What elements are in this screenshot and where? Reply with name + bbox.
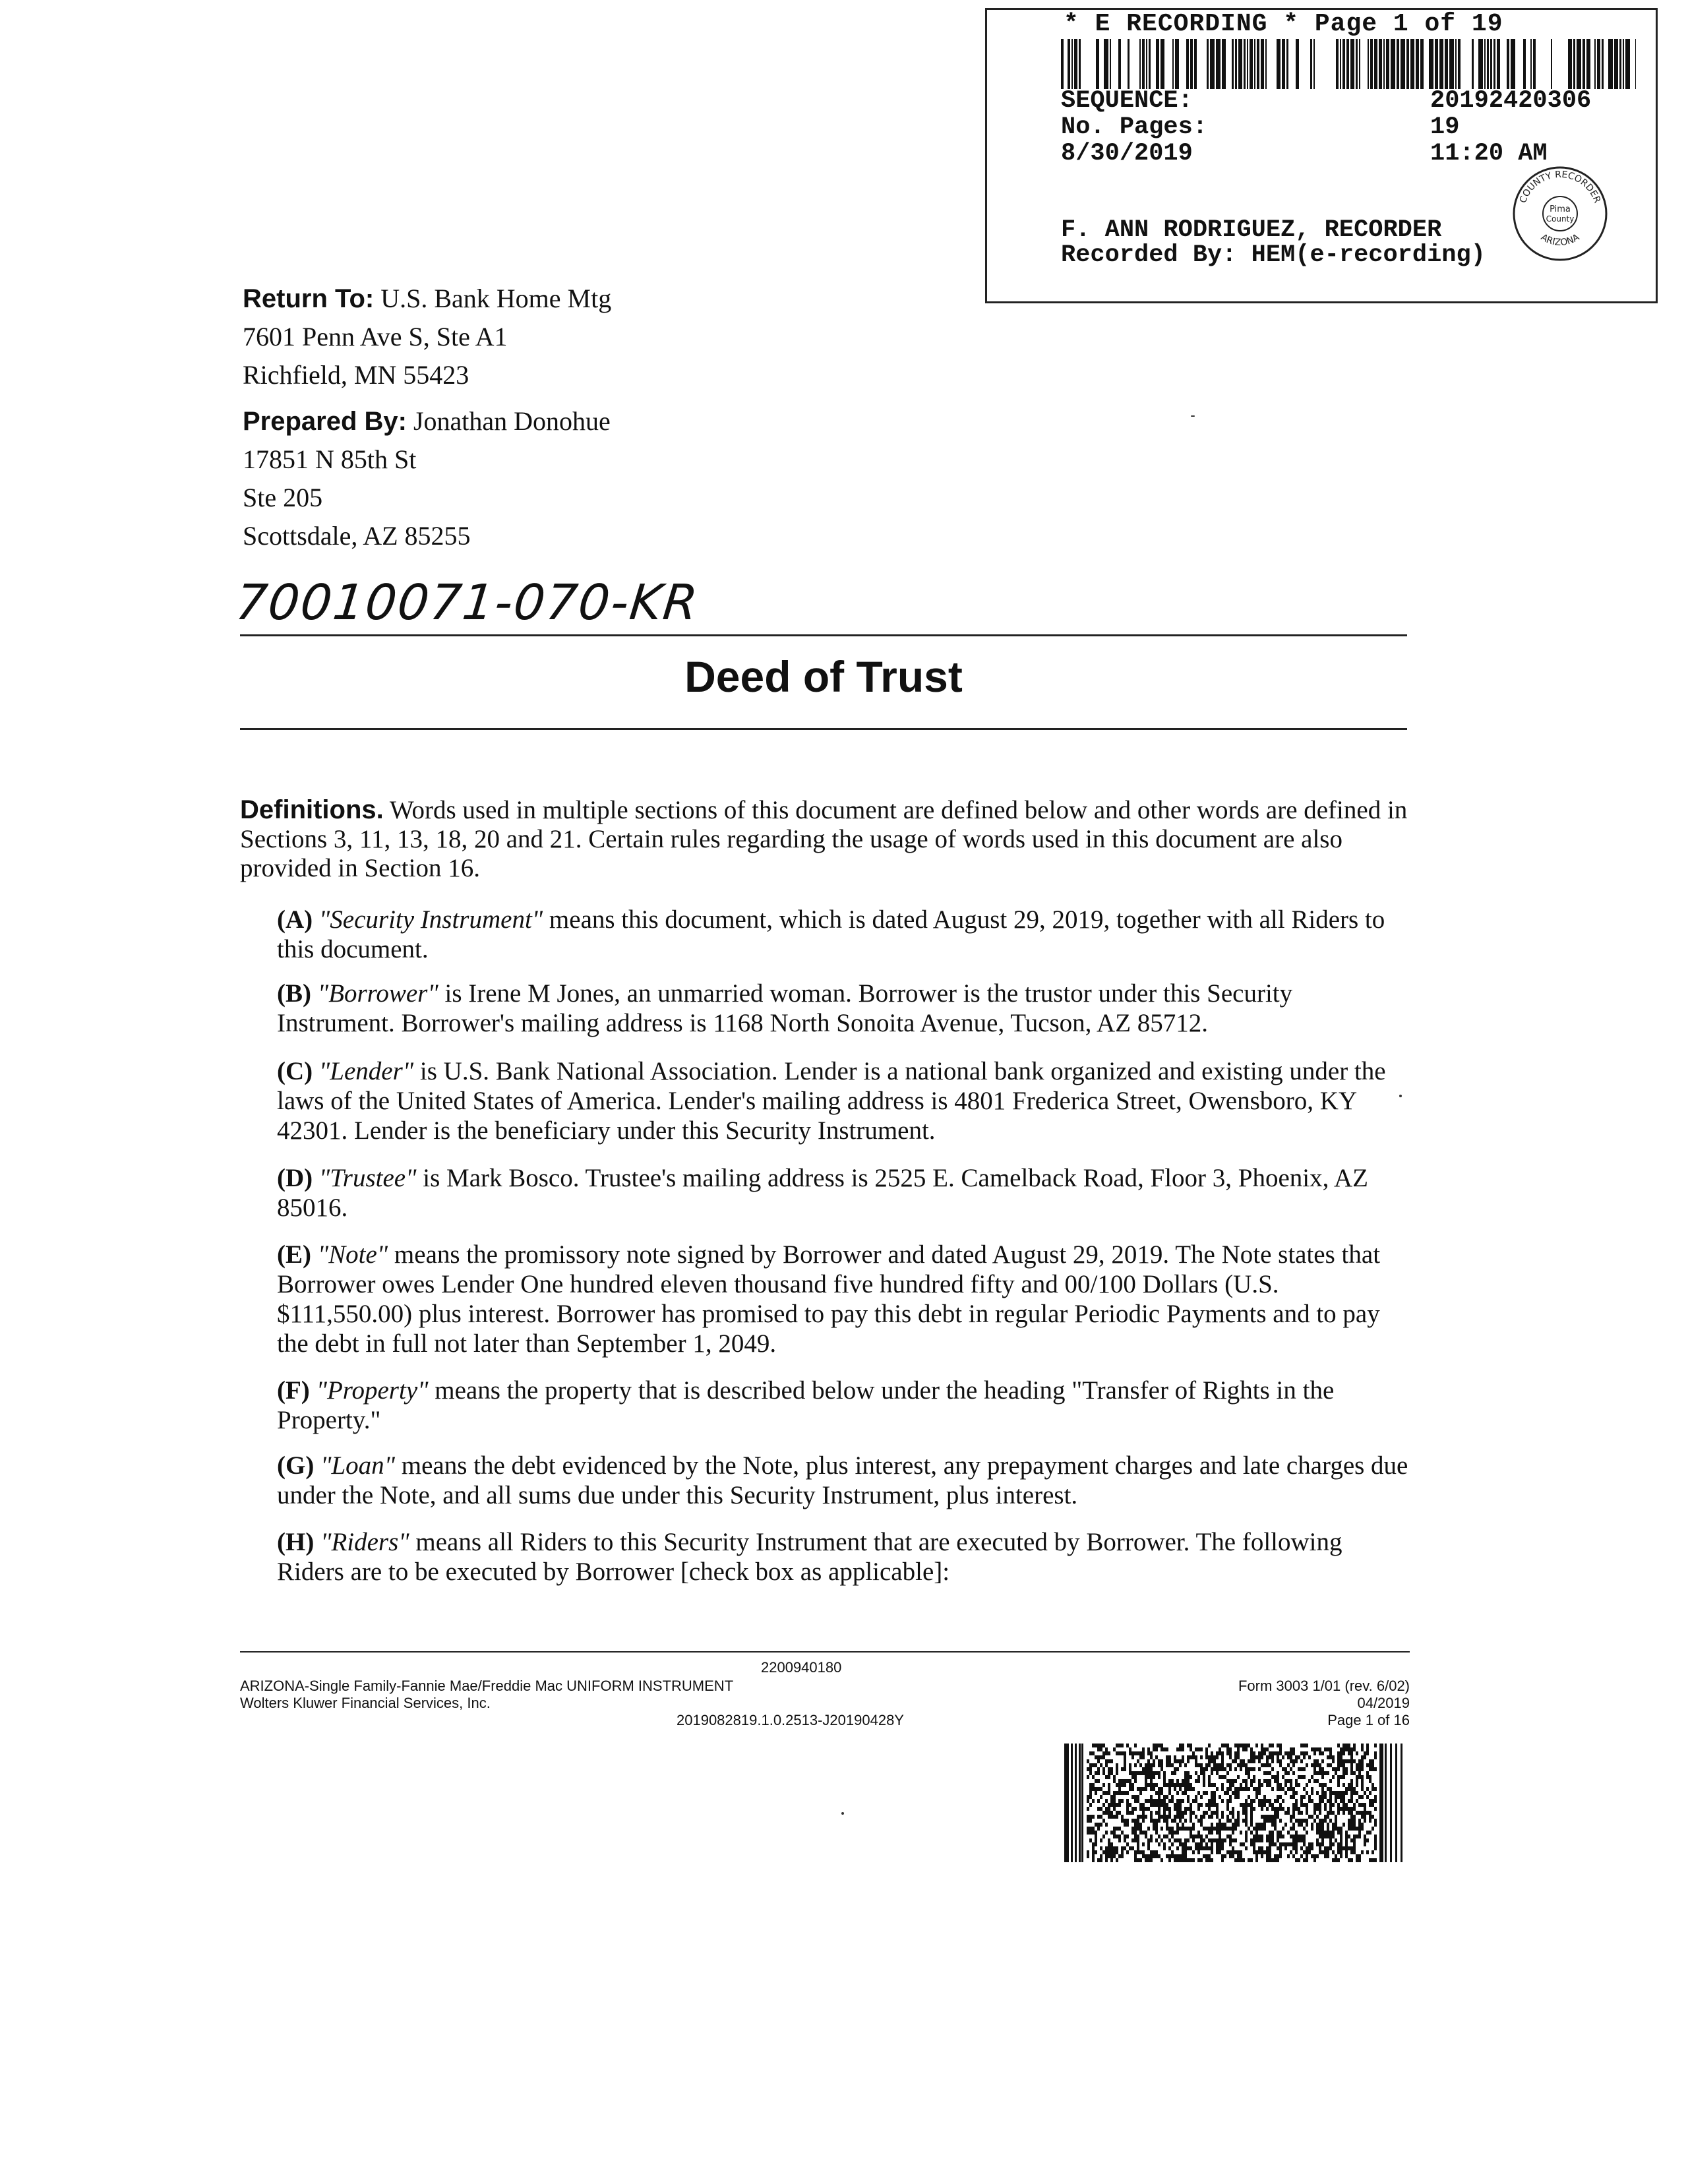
- pdf417-barcode: [1064, 1744, 1408, 1862]
- prepared-by-line1: 17851 N 85th St: [243, 444, 417, 474]
- footer-page-number: Page 1 of 16: [1327, 1712, 1410, 1728]
- definition-item: [277, 1240, 1411, 1358]
- footer-form-date: 04/2019: [1357, 1695, 1410, 1711]
- svg-text:Pima: Pima: [1550, 204, 1571, 214]
- scan-speck: [1399, 1095, 1402, 1097]
- recorded-by: Recorded By: HEM(e-recording): [1061, 241, 1486, 269]
- definition-item: [277, 1376, 1411, 1435]
- definition-item: [277, 1527, 1411, 1587]
- definition-term: "Riders": [320, 1528, 409, 1556]
- definition-text: is Irene M Jones, an unmarried woman. Borrower is the trustor under this Security Instrument. Borrower's mailing address is 1168 North Sonoita Avenue, Tucson, AZ 85712.: [277, 979, 1293, 1037]
- return-to-label: Return To:: [243, 284, 375, 313]
- return-to-name: U.S. Bank Home Mtg: [380, 284, 612, 313]
- prepared-by-label: Prepared By:: [243, 407, 407, 436]
- definition-letter: (E): [277, 1240, 311, 1269]
- county-seal-icon: [1511, 164, 1610, 263]
- title-top-rule: [240, 634, 1407, 636]
- prepared-by-block: [243, 402, 611, 555]
- prepared-by-line2: Ste 205: [243, 483, 323, 512]
- footer-rule: [240, 1651, 1410, 1653]
- handwritten-reference-number: 70010071-070-KR: [233, 574, 702, 631]
- date-row: [1061, 140, 1548, 167]
- definition-text: is U.S. Bank National Association. Lender is a national bank organized and existing under the laws of the United States of America. Lender's mailing address is 4801 Frederica Street, Owensboro, KY 42301. Lender is the beneficiary under this Security Instrument.: [277, 1057, 1386, 1145]
- definition-text: means the debt evidenced by the Note, plus interest, any prepayment charges and late charges due under the Note, and all sums due under this Security Instrument, plus interest.: [277, 1451, 1408, 1509]
- svg-text:ARIZONA: ARIZONA: [1538, 231, 1582, 249]
- definition-term: "Loan": [320, 1451, 396, 1480]
- definition-letter: (H): [277, 1528, 315, 1556]
- footer-loan-number: 2200940180: [761, 1659, 842, 1676]
- recording-stamp: [985, 8, 1658, 303]
- recording-header: * E RECORDING * Page 1 of 19: [1064, 10, 1503, 38]
- definition-letter: (D): [277, 1164, 313, 1192]
- title-bottom-rule: [240, 728, 1407, 730]
- definition-text: means the promissory note signed by Borrower and dated August 29, 2019. The Note states that Borrower owes Lender One hundred eleven thousand five hundred fifty and 00/100 Dollars (U.S. $111,550.00) plus interest. Borrower has promised to pay this debt in regular Periodic Payments and to pay the debt in full not later than September 1, 2049.: [277, 1240, 1381, 1358]
- definition-letter: (G): [277, 1451, 315, 1480]
- definitions-label: Definitions.: [240, 795, 384, 824]
- definitions-intro-text: Words used in multiple sections of this document are defined below and other words are defined in Sections 3, 11, 13, 18, 20 and 21. Certain rules regarding the usage of words used in this document are also provided in Section 16.: [240, 796, 1408, 882]
- scan-speck: [841, 1812, 844, 1815]
- definition-term: "Note": [317, 1240, 388, 1269]
- definition-letter: (F): [277, 1376, 310, 1405]
- recording-barcode: [1061, 39, 1636, 89]
- prepared-by-name: Jonathan Donohue: [413, 406, 611, 436]
- footer-form-title: ARIZONA-Single Family-Fannie Mae/Freddie Mac UNIFORM INSTRUMENT: [240, 1678, 734, 1694]
- document-title: Deed of Trust: [684, 652, 963, 701]
- definition-term: "Property": [316, 1376, 429, 1405]
- svg-text:COUNTY RECORDER: COUNTY RECORDER: [1517, 169, 1603, 205]
- recorder-name: F. ANN RODRIGUEZ, RECORDER: [1061, 216, 1442, 244]
- recording-time: 11:20 AM: [1430, 140, 1548, 167]
- sequence-label: SEQUENCE:: [1061, 87, 1193, 115]
- definition-letter: (B): [277, 979, 311, 1008]
- return-to-line2: Richfield, MN 55423: [243, 360, 469, 390]
- definition-term: "Trustee": [318, 1164, 417, 1192]
- definition-item: [277, 979, 1411, 1038]
- definition-item: [277, 1163, 1411, 1223]
- definition-text: means all Riders to this Security Instrument that are executed by Borrower. The following Riders are to be executed by Borrower [check box as applicable]:: [277, 1528, 1342, 1586]
- pages-label: No. Pages:: [1061, 113, 1208, 141]
- return-to-block: [243, 280, 611, 394]
- pages-value: 19: [1430, 113, 1460, 141]
- definition-item: [277, 905, 1411, 964]
- prepared-by-line3: Scottsdale, AZ 85255: [243, 521, 471, 551]
- footer-document-id: 2019082819.1.0.2513-J20190428Y: [677, 1712, 904, 1728]
- recording-date: 8/30/2019: [1061, 140, 1193, 167]
- definitions-intro: [240, 795, 1414, 883]
- scan-speck: [1191, 415, 1195, 417]
- definition-item: [277, 1056, 1411, 1145]
- definition-letter: (C): [277, 1057, 313, 1085]
- definition-text: is Mark Bosco. Trustee's mailing address is 2525 E. Camelback Road, Floor 3, Phoenix, AZ 85016.: [277, 1164, 1368, 1222]
- footer-publisher: Wolters Kluwer Financial Services, Inc.: [240, 1695, 491, 1711]
- svg-text:County: County: [1546, 214, 1575, 224]
- definition-letter: (A): [277, 905, 313, 934]
- footer-form-number: Form 3003 1/01 (rev. 6/02): [1238, 1678, 1410, 1694]
- definition-item: [277, 1451, 1411, 1510]
- definition-term: "Security Instrument": [318, 905, 543, 934]
- sequence-value: 20192420306: [1430, 87, 1592, 115]
- pages-row: [1061, 113, 1460, 141]
- sequence-row: [1061, 87, 1592, 115]
- definition-text: means this document, which is dated August 29, 2019, together with all Riders to this document.: [277, 905, 1385, 963]
- return-to-line1: 7601 Penn Ave S, Ste A1: [243, 322, 508, 351]
- definition-term: "Lender": [318, 1057, 414, 1085]
- definition-term: "Borrower": [317, 979, 438, 1008]
- definition-text: means the property that is described below under the heading "Transfer of Rights in the Property.": [277, 1376, 1335, 1434]
